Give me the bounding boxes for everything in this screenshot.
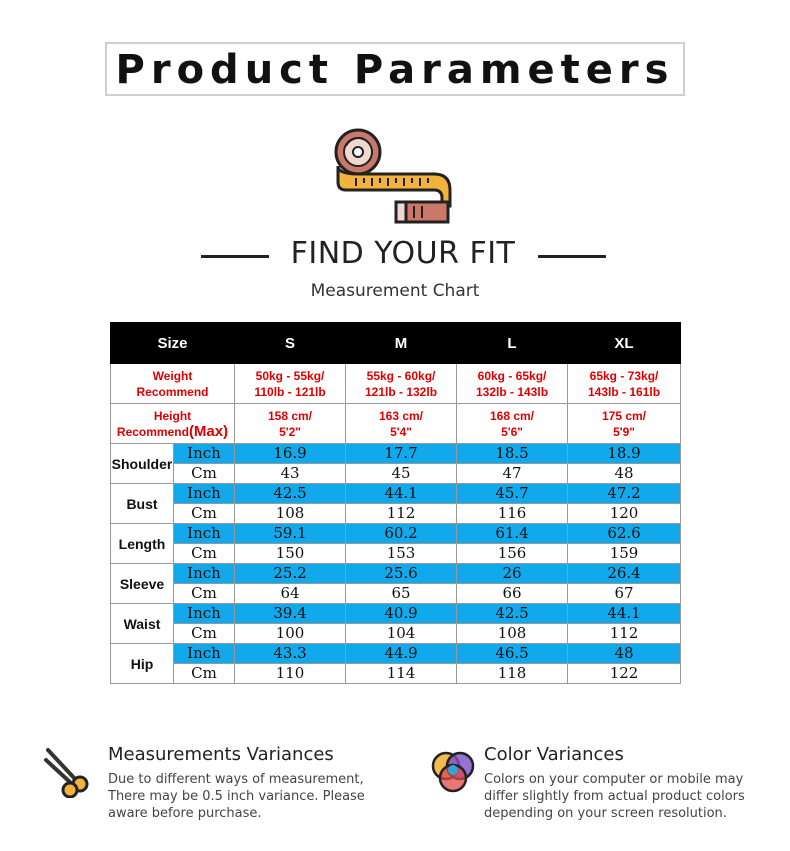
inch-value: 60.2 [346,524,457,544]
cm-value: 112 [568,624,681,644]
cm-value: 48 [568,464,681,484]
table-row [111,624,681,644]
fit-title: FIND YOUR FIT [290,236,516,271]
weight-s: 50kg - 55kg/ 110lb - 121lb [235,364,346,404]
table-row [111,544,681,564]
inch-value: 40.9 [346,604,457,624]
cm-value: 67 [568,584,681,604]
cm-value: 122 [568,664,681,684]
fit-subtitle: Measurement Chart [310,281,480,301]
height-xl: 175 cm/ 5'9" [568,404,681,444]
inch-value: 45.7 [457,484,568,504]
weight-row [111,364,681,404]
color-variances [484,744,774,822]
scissors-icon [42,746,92,798]
cm-value: 45 [346,464,457,484]
divider-right [538,255,606,258]
inch-value: 18.9 [568,444,681,464]
table-row [111,584,681,604]
table-row [111,664,681,684]
measurement-variances [108,744,388,822]
table-row [111,504,681,524]
table-row [111,644,681,664]
unit-cm: Cm [174,504,235,524]
page-title: Product Parameters [115,47,675,93]
header-s: S [235,323,346,364]
header-m: M [346,323,457,364]
cm-value: 114 [346,664,457,684]
size-chart-table [110,322,681,684]
unit-cm: Cm [174,584,235,604]
cm-value: 150 [235,544,346,564]
unit-cm: Cm [174,464,235,484]
header-size: Size [111,323,235,364]
header-l: L [457,323,568,364]
color-circles-icon [430,750,476,794]
measurement-variances-title: Measurements Variances [108,744,334,765]
inch-value: 26.4 [568,564,681,584]
inch-value: 48 [568,644,681,664]
measurement-name: Shoulder [111,444,174,484]
inch-value: 25.2 [235,564,346,584]
table-row [111,604,681,624]
cm-value: 159 [568,544,681,564]
cm-value: 153 [346,544,457,564]
inch-value: 26 [457,564,568,584]
height-m: 163 cm/ 5'4" [346,404,457,444]
cm-value: 104 [346,624,457,644]
find-your-fit-heading [0,236,790,276]
inch-value: 59.1 [235,524,346,544]
cm-value: 64 [235,584,346,604]
measuring-tape-icon [334,126,456,226]
inch-value: 62.6 [568,524,681,544]
height-l: 168 cm/ 5'6" [457,404,568,444]
unit-inch: Inch [174,604,235,624]
cm-value: 120 [568,504,681,524]
measurement-name: Sleeve [111,564,174,604]
unit-inch: Inch [174,524,235,544]
unit-inch: Inch [174,484,235,504]
table-row [111,484,681,504]
table-row [111,464,681,484]
inch-value: 43.3 [235,644,346,664]
inch-value: 16.9 [235,444,346,464]
table-header-row [111,323,681,364]
measurement-name: Bust [111,484,174,524]
cm-value: 110 [235,664,346,684]
cm-value: 108 [235,504,346,524]
cm-value: 47 [457,464,568,484]
cm-value: 66 [457,584,568,604]
unit-inch: Inch [174,564,235,584]
weight-label: Weight Recommend [111,364,235,404]
measurement-variances-text: Due to different ways of measurement, There may be 0.5 inch variance. Please aware before purchase. [108,772,365,821]
measurement-name: Hip [111,644,174,684]
inch-value: 17.7 [346,444,457,464]
table-row [111,444,681,464]
table-row [111,564,681,584]
inch-value: 44.1 [346,484,457,504]
inch-value: 44.9 [346,644,457,664]
inch-value: 46.5 [457,644,568,664]
title-box [105,42,685,96]
cm-value: 100 [235,624,346,644]
measurement-name: Length [111,524,174,564]
unit-cm: Cm [174,664,235,684]
weight-m: 55kg - 60kg/ 121lb - 132lb [346,364,457,404]
inch-value: 18.5 [457,444,568,464]
unit-cm: Cm [174,624,235,644]
cm-value: 118 [457,664,568,684]
cm-value: 65 [346,584,457,604]
cm-value: 156 [457,544,568,564]
inch-value: 44.1 [568,604,681,624]
header-xl: XL [568,323,681,364]
unit-inch: Inch [174,444,235,464]
cm-value: 116 [457,504,568,524]
inch-value: 42.5 [457,604,568,624]
inch-value: 39.4 [235,604,346,624]
unit-inch: Inch [174,644,235,664]
table-row [111,524,681,544]
weight-xl: 65kg - 73kg/ 143lb - 161lb [568,364,681,404]
unit-cm: Cm [174,544,235,564]
cm-value: 112 [346,504,457,524]
weight-l: 60kg - 65kg/ 132lb - 143lb [457,364,568,404]
inch-value: 47.2 [568,484,681,504]
inch-value: 61.4 [457,524,568,544]
divider-left [201,255,269,258]
cm-value: 108 [457,624,568,644]
color-variances-text: Colors on your computer or mobile may differ slightly from actual product colors depending on your screen resolution. [484,772,745,821]
height-s: 158 cm/ 5'2" [235,404,346,444]
height-label: Height Recommend(Max) [111,404,235,444]
height-row [111,404,681,444]
cm-value: 43 [235,464,346,484]
inch-value: 25.6 [346,564,457,584]
inch-value: 42.5 [235,484,346,504]
color-variances-title: Color Variances [484,744,624,765]
measurement-name: Waist [111,604,174,644]
